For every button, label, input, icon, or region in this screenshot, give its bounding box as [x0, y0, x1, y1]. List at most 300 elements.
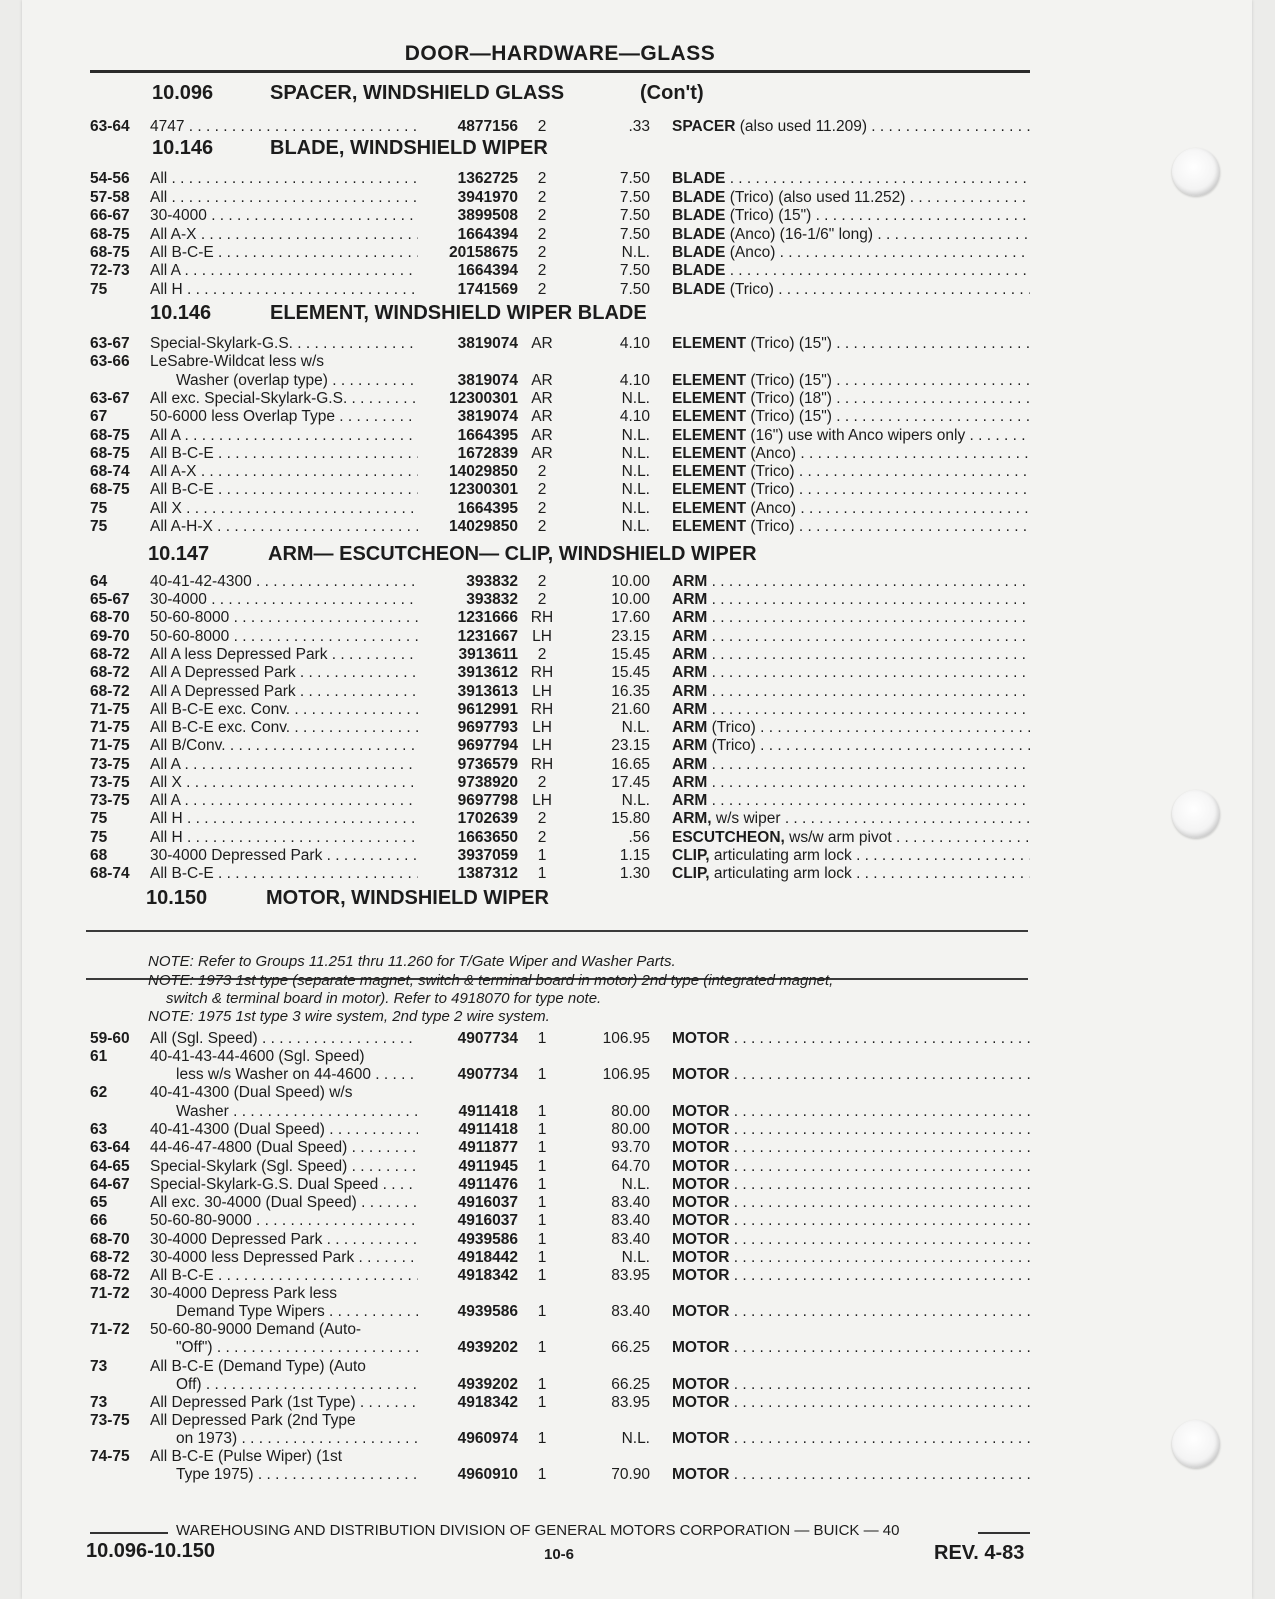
table-row — [0, 664, 1040, 683]
model-years: 57-58 — [90, 189, 130, 206]
part-number: 3937059 — [457, 847, 518, 864]
model-years: 73-75 — [90, 756, 130, 773]
model-description: 50-60-80-9000 Demand (Auto- — [150, 1321, 362, 1338]
title-rule — [90, 70, 1030, 73]
quantity: 1 — [537, 1066, 547, 1083]
part-number: 4911945 — [458, 1158, 518, 1175]
part-detail: (Trico) (18") — [746, 390, 832, 407]
list-price: 64.70 — [611, 1158, 650, 1175]
part-description — [672, 1267, 1030, 1285]
part-number: 4916037 — [457, 1212, 518, 1229]
part-description — [672, 390, 1030, 408]
part-description — [672, 408, 1030, 426]
model-years: 68-72 — [90, 664, 130, 681]
quantity: 2 — [537, 829, 547, 846]
table-row — [0, 1048, 1040, 1067]
part-description — [672, 518, 1030, 536]
list-price: 66.25 — [611, 1376, 650, 1393]
table-row — [0, 481, 1040, 500]
table-row — [0, 463, 1040, 482]
part-description — [672, 481, 1030, 499]
part-description — [672, 1249, 1030, 1267]
quantity: 2 — [537, 226, 547, 243]
model-description: Special-Skylark-G.S. Dual Speed . . . — [150, 1176, 418, 1194]
part-description — [672, 756, 1030, 774]
list-price: 7.50 — [619, 170, 650, 187]
part-number: 3899508 — [457, 207, 518, 224]
table-row — [0, 445, 1040, 464]
table-row — [0, 1249, 1040, 1268]
list-price: N.L. — [621, 1249, 650, 1266]
part-description — [672, 1139, 1030, 1157]
quantity: 1 — [537, 1466, 547, 1483]
model-years: 63-67 — [90, 335, 130, 352]
binder-hole — [1172, 1420, 1220, 1468]
part-detail: (16") use with Anco wipers only — [746, 427, 966, 444]
list-price: 7.50 — [619, 189, 650, 206]
part-name: MOTOR — [672, 1139, 730, 1156]
part-detail: ws/w arm pivot — [784, 829, 892, 846]
part-number: 1663650 — [457, 829, 518, 846]
list-price: 83.40 — [611, 1194, 650, 1211]
table-row — [0, 1430, 1040, 1449]
model-years: 68-74 — [90, 865, 130, 882]
part-name: ARM — [672, 756, 708, 773]
table-row — [0, 1466, 1040, 1485]
quantity: 2 — [537, 500, 547, 517]
part-name: ELEMENT — [672, 427, 747, 444]
quantity: 1 — [537, 1121, 547, 1138]
part-number: 9612991 — [457, 701, 518, 718]
part-name: ARM — [672, 664, 708, 681]
model-description: All A Depressed Park . . . — [150, 683, 418, 701]
table-row — [0, 646, 1040, 665]
model-years: 63-67 — [90, 390, 130, 407]
part-detail: (Trico) — [746, 463, 795, 480]
part-number: 14029850 — [449, 518, 518, 535]
table-row — [0, 683, 1040, 702]
table-row — [0, 1376, 1040, 1395]
model-years: 68-75 — [90, 226, 130, 243]
model-description: less w/s Washer on 44-4600 . . . — [176, 1066, 418, 1084]
part-description — [672, 118, 1030, 136]
model-description: Demand Type Wipers . . . — [176, 1303, 418, 1321]
list-price: 16.65 — [611, 756, 650, 773]
part-number: 20158675 — [449, 244, 518, 261]
model-description: Special-Skylark (Sgl. Speed) . . . — [150, 1158, 418, 1176]
part-description — [672, 737, 1030, 755]
part-description — [672, 281, 1030, 299]
model-years: 63-66 — [90, 353, 130, 370]
model-description: All B-C-E (Demand Type) (Auto — [150, 1358, 366, 1375]
model-description: All exc. Special-Skylark-G.S. . . . — [150, 390, 418, 408]
footer-rule-right — [978, 1532, 1030, 1534]
model-years: 71-75 — [90, 737, 130, 754]
model-description: All X . . . — [150, 500, 418, 518]
part-detail: (Trico) — [746, 481, 795, 498]
part-detail: (Trico) — [746, 518, 795, 535]
quantity: 2 — [537, 118, 547, 135]
list-price: 70.90 — [611, 1466, 650, 1483]
part-description — [672, 427, 1030, 445]
part-number: 14029850 — [449, 463, 518, 480]
model-years: 68-70 — [90, 609, 130, 626]
table-row — [0, 1321, 1040, 1340]
list-price: N.L. — [621, 427, 650, 444]
model-description: 40-41-4300 (Dual Speed) w/s — [150, 1084, 353, 1101]
list-price: N.L. — [621, 1176, 650, 1193]
part-description — [672, 1066, 1030, 1084]
part-number: 12300301 — [449, 481, 518, 498]
list-price: 83.40 — [611, 1231, 650, 1248]
list-price: N.L. — [621, 1430, 650, 1447]
part-number: 3941970 — [457, 189, 518, 206]
model-description: All A-X . . . — [150, 226, 418, 244]
group-title: ARM— ESCUTCHEON— CLIP, WINDSHIELD WIPER — [268, 543, 757, 565]
table-row — [0, 1103, 1040, 1122]
list-price: 7.50 — [619, 226, 650, 243]
model-years: 64 — [90, 573, 108, 590]
footer-page-number: 10-6 — [544, 1546, 575, 1563]
model-years: 63-64 — [90, 1139, 130, 1156]
model-description: All B-C-E . . . — [150, 481, 418, 499]
list-price: 80.00 — [611, 1121, 650, 1138]
table-row — [0, 1412, 1040, 1431]
model-description: 30-4000 Depressed Park . . . — [150, 847, 418, 865]
part-name: MOTOR — [672, 1212, 730, 1229]
part-name: MOTOR — [672, 1103, 730, 1120]
model-years: 68-75 — [90, 445, 130, 462]
quantity: 2 — [537, 189, 547, 206]
quantity: LH — [532, 683, 552, 700]
model-description: All A . . . — [150, 792, 418, 810]
quantity: 2 — [537, 573, 547, 590]
part-name: ARM — [672, 737, 708, 754]
part-description — [672, 244, 1030, 262]
part-number: 4960910 — [457, 1466, 518, 1483]
model-description: 4747 . . . — [150, 118, 418, 136]
model-years: 65 — [90, 1194, 108, 1211]
part-name: BLADE — [672, 281, 726, 298]
part-number: 3913612 — [457, 664, 518, 681]
model-description: 50-60-8000 . . . — [150, 609, 418, 627]
list-price: 15.45 — [611, 664, 650, 681]
table-row — [0, 335, 1040, 354]
group-number: 10.150 — [146, 887, 208, 909]
model-description: All A . . . — [150, 262, 418, 280]
table-row — [0, 573, 1040, 592]
part-number: 9697794 — [457, 737, 518, 754]
table-row — [0, 865, 1040, 884]
part-name: CLIP, — [672, 865, 710, 882]
list-price: N.L. — [621, 500, 650, 517]
model-years: 75 — [90, 500, 108, 517]
part-description — [672, 646, 1030, 664]
model-years: 73-75 — [90, 1412, 130, 1429]
part-detail: (also used 11.209) — [735, 118, 867, 135]
model-years: 71-75 — [90, 719, 130, 736]
note-text: NOTE: 1973 1st type (separate magnet, switch & terminal board in motor) 2nd type (integrated magnet, — [148, 972, 834, 989]
model-years: 68-72 — [90, 646, 130, 663]
table-row — [0, 500, 1040, 519]
part-number: 4911418 — [458, 1103, 518, 1120]
model-description: All A . . . — [150, 756, 418, 774]
model-years: 63 — [90, 1121, 108, 1138]
group-number: 10.096 — [152, 82, 214, 104]
part-number: 1231667 — [457, 628, 518, 645]
list-price: 1.30 — [619, 865, 650, 882]
table-row — [0, 427, 1040, 446]
quantity: 1 — [537, 847, 547, 864]
model-description: All B-C-E . . . — [150, 1267, 418, 1285]
list-price: 4.10 — [619, 408, 650, 425]
quantity: LH — [532, 737, 552, 754]
part-description — [672, 847, 1030, 865]
model-description: All A . . . — [150, 427, 418, 445]
model-description: 44-46-47-4800 (Dual Speed) . . . — [150, 1139, 418, 1157]
table-row — [0, 774, 1040, 793]
list-price: 15.45 — [611, 646, 650, 663]
model-years: 73-75 — [90, 792, 130, 809]
part-name: MOTOR — [672, 1303, 730, 1320]
model-description: 50-6000 less Overlap Type . . . — [150, 408, 418, 426]
quantity: AR — [531, 390, 553, 407]
model-description: All exc. 30-4000 (Dual Speed) . . . — [150, 1194, 418, 1212]
quantity: 1 — [537, 1158, 547, 1175]
part-description — [672, 1176, 1030, 1194]
table-row — [0, 1339, 1040, 1358]
model-description: 50-60-8000 . . . — [150, 628, 418, 646]
part-detail: (Trico) — [707, 737, 756, 754]
quantity: AR — [531, 335, 553, 352]
list-price: 83.40 — [611, 1303, 650, 1320]
table-row — [0, 1030, 1040, 1049]
model-description: All B-C-E exc. Conv. . . . — [150, 701, 418, 719]
part-name: BLADE — [672, 226, 726, 243]
part-name: MOTOR — [672, 1249, 730, 1266]
part-description — [672, 500, 1030, 518]
part-detail: (Anco) — [725, 244, 776, 261]
part-description — [672, 226, 1030, 244]
part-number: 393832 — [466, 591, 518, 608]
table-row — [0, 792, 1040, 811]
model-years: 75 — [90, 829, 108, 846]
table-row — [0, 262, 1040, 281]
part-description — [672, 1394, 1030, 1412]
list-price: 16.35 — [611, 683, 650, 700]
model-years: 68-72 — [90, 1267, 130, 1284]
part-description — [672, 683, 1030, 701]
part-number: 1664394 — [457, 226, 518, 243]
table-row — [0, 1303, 1040, 1322]
part-description — [672, 445, 1030, 463]
model-description: All B-C-E exc. Conv. . . . — [150, 719, 418, 737]
part-description — [672, 792, 1030, 810]
model-years: 62 — [90, 1084, 108, 1101]
quantity: 2 — [537, 810, 547, 827]
model-description: All A less Depressed Park . . . — [150, 646, 418, 664]
list-price: N.L. — [621, 463, 650, 480]
table-row — [0, 1285, 1040, 1304]
list-price: 7.50 — [619, 262, 650, 279]
group-title: ELEMENT, WINDSHIELD WIPER BLADE — [270, 302, 647, 324]
part-number: 3913611 — [458, 646, 518, 663]
part-name: ARM — [672, 591, 708, 608]
table-row — [0, 737, 1040, 756]
model-years: 63-64 — [90, 118, 130, 135]
part-description — [672, 628, 1030, 646]
group-title: SPACER, WINDSHIELD GLASS — [270, 82, 565, 104]
model-years: 73 — [90, 1394, 108, 1411]
table-row — [0, 701, 1040, 720]
table-row — [0, 1358, 1040, 1377]
table-row — [0, 810, 1040, 829]
note-text: switch & terminal board in motor). Refer to 4918070 for type note. — [166, 990, 602, 1007]
part-description — [672, 1466, 1030, 1484]
list-price: 66.25 — [611, 1339, 650, 1356]
part-number: 1741569 — [457, 281, 518, 298]
part-number: 4939202 — [457, 1339, 518, 1356]
model-description: All H . . . — [150, 810, 418, 828]
model-description: All (Sgl. Speed) . . . — [150, 1030, 418, 1048]
part-description — [672, 1158, 1030, 1176]
quantity: RH — [530, 701, 554, 718]
quantity: 1 — [537, 1103, 547, 1120]
part-name: ARM — [672, 573, 708, 590]
footer-division: WAREHOUSING AND DISTRIBUTION DIVISION OF GENERAL MOTORS CORPORATION — BUICK — 40 — [176, 1522, 900, 1539]
list-price: 15.80 — [611, 810, 650, 827]
quantity: 1 — [537, 1139, 547, 1156]
part-description — [672, 1030, 1030, 1048]
model-description: All H . . . — [150, 829, 418, 847]
list-price: .33 — [628, 118, 650, 135]
part-name: MOTOR — [672, 1466, 730, 1483]
model-years: 68-74 — [90, 463, 130, 480]
part-detail: articulating arm lock — [709, 847, 852, 864]
part-name: MOTOR — [672, 1030, 730, 1047]
section-rule — [86, 930, 1028, 932]
quantity: 2 — [537, 463, 547, 480]
note-text: NOTE: 1975 1st type 3 wire system, 2nd type 2 wire system. — [148, 1008, 550, 1025]
part-number: 4911877 — [458, 1139, 518, 1156]
list-price: 83.40 — [611, 1212, 650, 1229]
list-price: 7.50 — [619, 207, 650, 224]
part-detail: (Anco) — [746, 445, 797, 462]
model-years: 74-75 — [90, 1448, 130, 1465]
part-description — [672, 372, 1030, 390]
table-row — [0, 281, 1040, 300]
part-description — [672, 591, 1030, 609]
part-description — [672, 774, 1030, 792]
part-name: BLADE — [672, 170, 726, 187]
part-description — [672, 573, 1030, 591]
quantity: 2 — [537, 518, 547, 535]
model-years: 72-73 — [90, 262, 130, 279]
part-number: 1664395 — [457, 500, 518, 517]
quantity: 2 — [537, 591, 547, 608]
model-description: Special-Skylark-G.S. . . . — [150, 335, 418, 353]
list-price: 93.70 — [611, 1139, 650, 1156]
table-row — [0, 1212, 1040, 1231]
table-row — [0, 1231, 1040, 1250]
model-years: 73 — [90, 1358, 108, 1375]
part-name: ARM — [672, 683, 708, 700]
model-description: All A-H-X . . . — [150, 518, 418, 536]
part-name: ESCUTCHEON, — [672, 829, 785, 846]
quantity: AR — [531, 445, 553, 462]
part-name: ELEMENT — [672, 372, 747, 389]
part-description — [672, 335, 1030, 353]
part-detail: articulating arm lock — [709, 865, 852, 882]
part-description — [672, 262, 1030, 280]
part-description — [672, 1194, 1030, 1212]
part-name: ELEMENT — [672, 481, 747, 498]
table-row — [0, 226, 1040, 245]
quantity: 2 — [537, 774, 547, 791]
quantity: 1 — [537, 1176, 547, 1193]
part-description — [672, 1121, 1030, 1139]
list-price: 80.00 — [611, 1103, 650, 1120]
list-price: 1.15 — [619, 847, 650, 864]
quantity: 2 — [537, 646, 547, 663]
quantity: 2 — [537, 481, 547, 498]
list-price: 10.00 — [611, 573, 650, 590]
model-description: All A Depressed Park . . . — [150, 664, 418, 682]
list-price: N.L. — [621, 792, 650, 809]
model-years: 61 — [90, 1048, 108, 1065]
part-number: 9697798 — [457, 792, 518, 809]
model-years: 71-72 — [90, 1321, 130, 1338]
part-number: 393832 — [466, 573, 518, 590]
part-description — [672, 1430, 1030, 1448]
part-number: 9697793 — [457, 719, 518, 736]
table-row — [0, 1084, 1040, 1103]
part-description — [672, 865, 1030, 883]
list-price: N.L. — [621, 445, 650, 462]
part-number: 3913613 — [457, 683, 518, 700]
group-number: 10.147 — [148, 543, 210, 565]
quantity: 1 — [537, 1267, 547, 1284]
part-number: 4939202 — [457, 1376, 518, 1393]
model-years: 68-72 — [90, 1249, 130, 1266]
part-name: ARM — [672, 719, 708, 736]
list-price: .56 — [628, 829, 650, 846]
table-row — [0, 118, 1040, 137]
list-price: 4.10 — [619, 335, 650, 352]
part-number: 1362725 — [457, 170, 518, 187]
model-description: All . . . — [150, 189, 418, 207]
quantity: 2 — [537, 281, 547, 298]
part-number: 4916037 — [457, 1194, 518, 1211]
part-detail: w/s wiper — [711, 810, 781, 827]
list-price: 23.15 — [611, 737, 650, 754]
part-detail: (Trico) — [707, 719, 756, 736]
quantity: RH — [530, 756, 554, 773]
quantity: RH — [530, 609, 554, 626]
model-years: 65-67 — [90, 591, 130, 608]
table-row — [0, 390, 1040, 409]
model-description: 30-4000 Depressed Park . . . — [150, 1231, 418, 1249]
quantity: 1 — [537, 1303, 547, 1320]
group-title: MOTOR, WINDSHIELD WIPER — [266, 887, 549, 909]
model-description: All X . . . — [150, 774, 418, 792]
list-price: N.L. — [621, 518, 650, 535]
quantity: AR — [531, 372, 553, 389]
part-name: ELEMENT — [672, 408, 747, 425]
part-description — [672, 810, 1030, 828]
part-name: MOTOR — [672, 1176, 730, 1193]
part-name: ELEMENT — [672, 445, 747, 462]
